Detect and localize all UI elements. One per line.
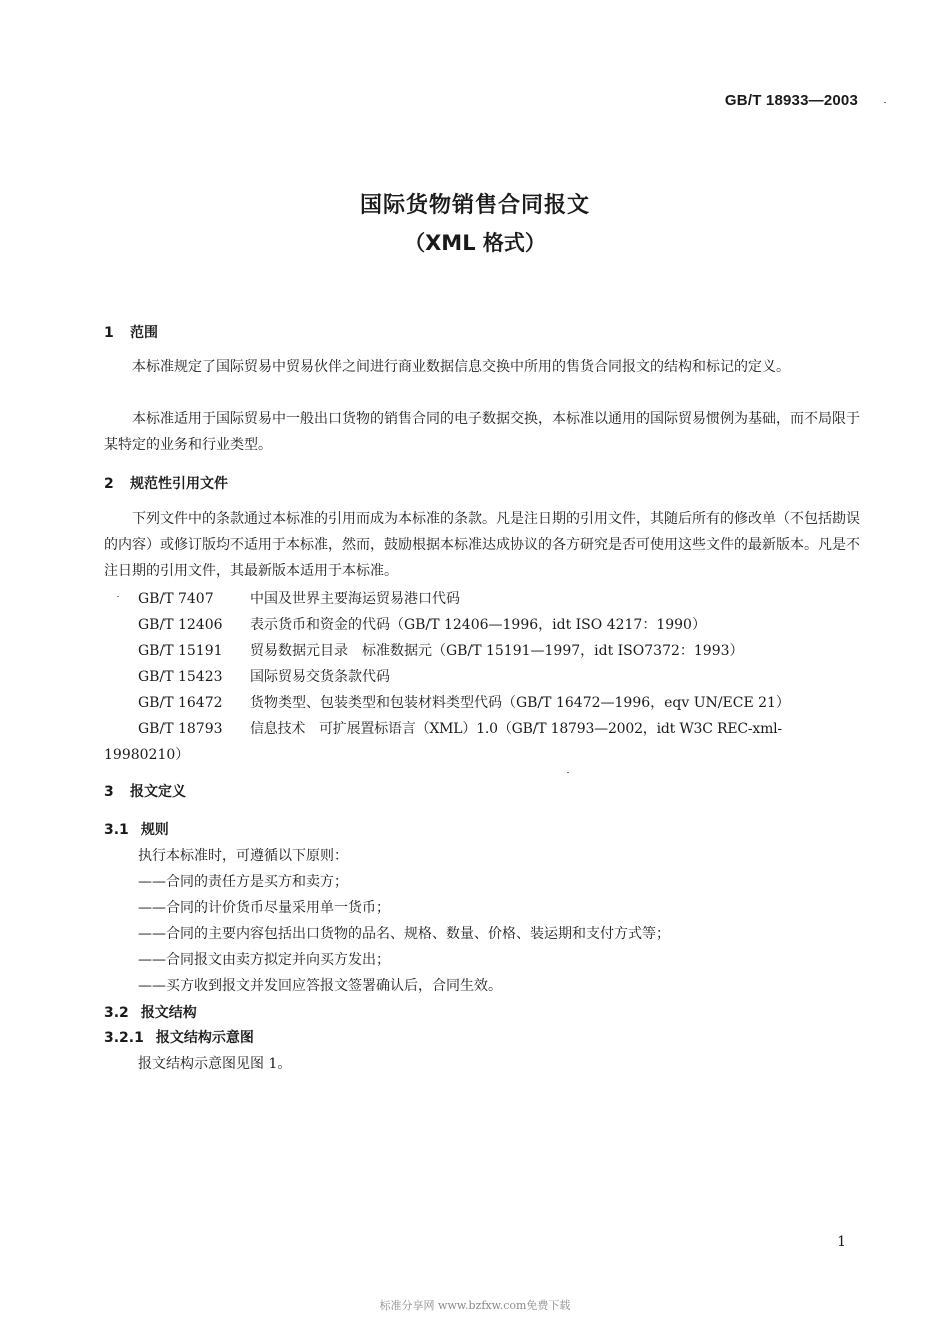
reference-code: GB/T 15423: [138, 669, 223, 685]
rules-intro: 执行本标准时，可遵循以下原则：: [138, 848, 348, 864]
reference-item: [138, 614, 706, 634]
scan-speck: [884, 102, 886, 103]
subsection-number: 3.2.1: [104, 1030, 144, 1046]
page-number: 1: [837, 1234, 846, 1250]
rule-item: ——合同报文由卖方拟定并向买方发出；: [138, 952, 390, 968]
reference-item: [138, 718, 782, 738]
subsection-3-1-heading: [104, 819, 169, 839]
reference-title: 贸易数据元目录 标准数据元（GB/T 15191—1997，idt ISO7372：1993）: [250, 643, 744, 659]
scan-speck: [567, 772, 569, 773]
section-title: 规范性引用文件: [130, 476, 228, 492]
section-1-paragraph-2: 本标准适用于国际贸易中一般出口货物的销售合同的电子数据交换，本标准以通用的国际贸易惯例为基础，而不局限于某特定的业务和行业类型。: [104, 411, 860, 453]
rule-item: ——买方收到报文并发回应答报文签署确认后，合同生效。: [138, 978, 502, 994]
footer-watermark: 标准分享网 www.bzfxw.com免费下载: [379, 1299, 571, 1312]
reference-code: GB/T 7407: [138, 591, 214, 607]
reference-title: 表示货币和资金的代码（GB/T 12406—1996，idt ISO 4217：1990）: [250, 617, 706, 633]
figure-reference-text: 报文结构示意图见图 1。: [138, 1056, 292, 1072]
scan-speck: [117, 596, 119, 597]
subsection-title: 规则: [140, 822, 169, 838]
reference-title: 货物类型、包装类型和包装材料类型代码（GB/T 16472—1996，eqv UN/ECE 21）: [250, 695, 790, 711]
section-title: 范围: [130, 325, 158, 341]
reference-item: [138, 692, 790, 712]
document-subtitle: （XML 格式）: [404, 231, 546, 255]
reference-item: [138, 588, 460, 608]
subsection-title: 报文结构示意图: [155, 1030, 254, 1046]
standard-code: GB/T 18933—2003: [724, 92, 858, 109]
section-2-paragraph: 下列文件中的条款通过本标准的引用而成为本标准的条款。凡是注日期的引用文件，其随后所有的修改单（不包括勘误的内容）或修订版均不适用于本标准，然而，鼓励根据本标准达成协议的各方研究是否可使用这些文件的最新版本。凡是不注日期的引用文件，其最新版本适用于本标准。: [104, 511, 860, 579]
section-number: 1: [104, 325, 114, 341]
section-1-heading: [104, 322, 158, 342]
reference-code: GB/T 16472: [138, 695, 223, 711]
subsection-number: 3.2: [104, 1005, 129, 1021]
subsection-title: 报文结构: [140, 1005, 197, 1021]
subsection-3-2-1-heading: [104, 1027, 254, 1047]
section-2-heading: [104, 473, 228, 493]
reference-continuation: 19980210）: [104, 747, 190, 763]
reference-title: 信息技术 可扩展置标语言（XML）1.0（GB/T 18793—2002，idt W3C REC-xml-: [250, 721, 782, 737]
document-title: 国际货物销售合同报文: [359, 193, 590, 218]
reference-item: [138, 640, 744, 660]
reference-title: 国际贸易交货条款代码: [250, 669, 390, 685]
section-number: 2: [104, 476, 114, 492]
subsection-number: 3.1: [104, 822, 129, 838]
reference-item: [138, 666, 390, 686]
rule-item: ——合同的主要内容包括出口货物的品名、规格、数量、价格、装运期和支付方式等；: [138, 926, 670, 942]
rule-item: ——合同的责任方是买方和卖方；: [138, 874, 348, 890]
subsection-3-2-heading: [104, 1002, 197, 1022]
section-3-heading: [104, 781, 186, 801]
section-1-paragraph-1: 本标准规定了国际贸易中贸易伙伴之间进行商业数据信息交换中所用的售货合同报文的结构和标记的定义。: [132, 359, 790, 375]
reference-code: GB/T 18793: [138, 721, 223, 737]
section-number: 3: [104, 784, 114, 800]
reference-code: GB/T 12406: [138, 617, 223, 633]
rule-item: ——合同的计价货币尽量采用单一货币；: [138, 900, 390, 916]
reference-code: GB/T 15191: [138, 643, 223, 659]
reference-title: 中国及世界主要海运贸易港口代码: [250, 591, 460, 607]
section-title: 报文定义: [130, 784, 186, 800]
